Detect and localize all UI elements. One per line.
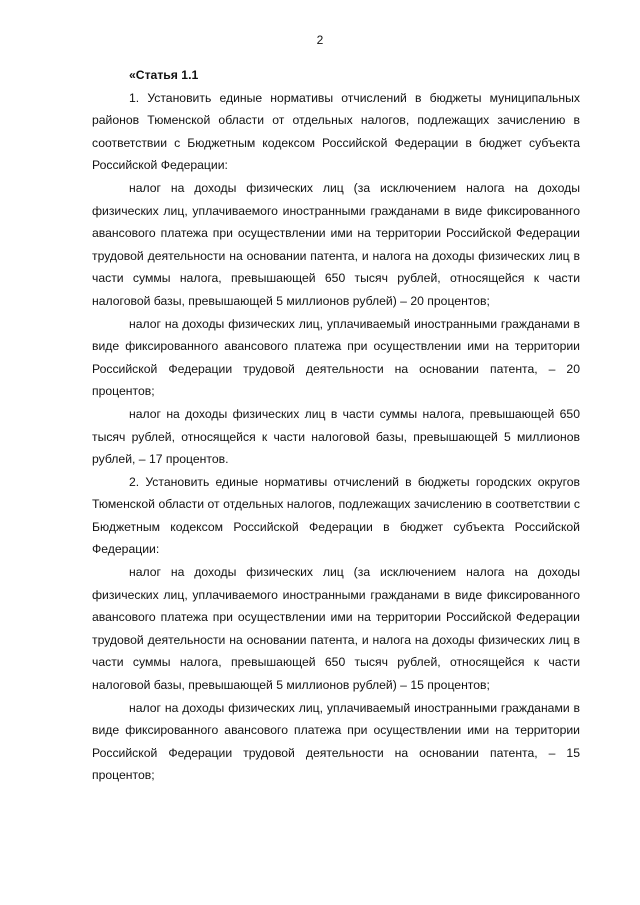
page-number: 2 <box>316 33 324 47</box>
article-heading: «Статья 1.1 <box>129 68 199 82</box>
document-body <box>92 64 580 787</box>
paragraph-5: 2. Установить единые нормативы отчислений в бюджеты городских округов Тюменской области от отдельных налогов, подлежащих зачислению в соответствии с Бюджетным кодексом Российской Федерации в бюджет субъекта Российской Федерации: <box>92 474 580 557</box>
paragraph-3: налог на доходы физических лиц, уплачиваемый иностранными гражданами в виде фиксированного авансового платежа при осуществлении ими на территории Российской Федерации трудовой деятельности на основании патента, – 20 процентов; <box>92 316 580 399</box>
paragraph-7: налог на доходы физических лиц, уплачиваемый иностранными гражданами в виде фиксированного авансового платежа при осуществлении ими на территории Российской Федерации трудовой деятельности на основании патента, – 15 процентов; <box>92 700 580 783</box>
paragraph-2: налог на доходы физических лиц (за исключением налога на доходы физических лиц, уплачиваемого иностранными гражданами в виде фиксированного авансового платежа при осуществлении ими на территории Российской Федерации трудовой деятельности на основании патента, и налога на доходы физических лиц в части суммы налога, превышающей 650 тысяч рублей, относящейся к части налоговой базы, превышающей 5 миллионов рублей) – 20 процентов; <box>92 180 580 308</box>
paragraph-6: налог на доходы физических лиц (за исключением налога на доходы физических лиц, уплачиваемого иностранными гражданами в виде фиксированного авансового платежа при осуществлении ими на территории Российской Федерации трудовой деятельности на основании патента, и налога на доходы физических лиц в части суммы налога, превышающей 650 тысяч рублей, относящейся к части налоговой базы, превышающей 5 миллионов рублей) – 15 процентов; <box>92 565 580 693</box>
paragraph-4: налог на доходы физических лиц в части суммы налога, превышающей 650 тысяч рублей, относящейся к части налоговой базы, превышающей 5 миллионов рублей, – 17 процентов. <box>92 406 580 467</box>
paragraph-1: 1. Установить единые нормативы отчислений в бюджеты муниципальных районов Тюменской области от отдельных налогов, подлежащих зачислению в соответствии с Бюджетным кодексом Российской Федерации в бюджет субъекта Российской Федерации: <box>92 90 580 173</box>
